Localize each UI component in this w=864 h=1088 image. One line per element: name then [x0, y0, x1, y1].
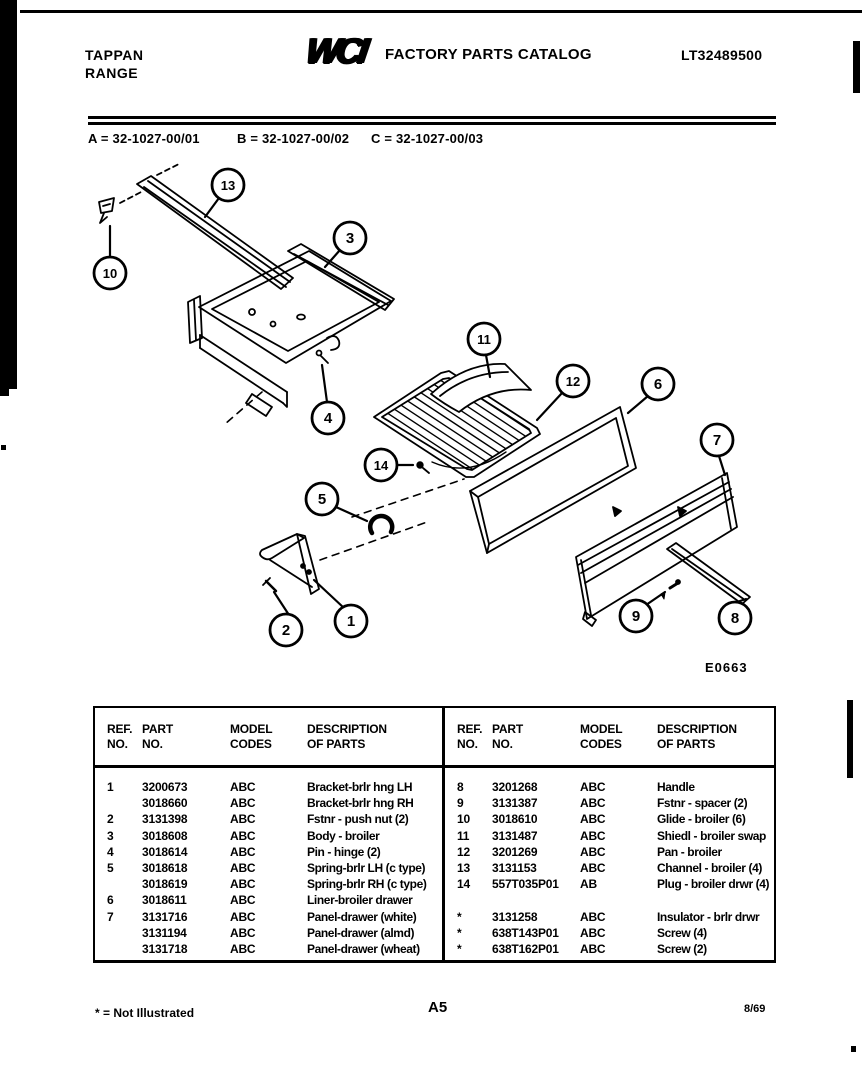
svg-text:10: 10: [102, 266, 118, 281]
desc-cell: Liner-broiler drawer: [307, 893, 413, 908]
part-cell: 3131194: [142, 925, 187, 940]
ref-cell: 13: [457, 860, 470, 875]
part-screw-hinge: [99, 191, 143, 223]
part-handle: [667, 543, 750, 604]
callout-2: [270, 592, 302, 646]
desc-cell: Plug - broiler drwr (4): [657, 877, 770, 892]
table-row: [445, 861, 792, 877]
codes-cell: ABC: [230, 860, 256, 875]
table-row: [95, 861, 442, 877]
desc-cell: Fstnr - push nut (2): [307, 812, 409, 827]
desc-cell: Insulator - brlr drwr: [657, 909, 760, 924]
table-row: [445, 942, 792, 958]
part-cell: 3131718: [142, 941, 188, 956]
svg-text:4: 4: [323, 410, 333, 427]
part-cell: 3200673: [142, 780, 188, 794]
model-code-a: A = 32-1027-00/01: [88, 131, 200, 146]
ref-cell: 8: [457, 780, 464, 794]
desc-cell: Fstnr - spacer (2): [657, 796, 748, 811]
part-cell: 3201268: [492, 780, 538, 794]
desc-cell: Handle: [657, 780, 695, 794]
callout-10: [94, 226, 126, 289]
table-row: [445, 796, 792, 812]
part-cell: 638T143P01: [492, 925, 559, 940]
table-row: [95, 893, 442, 909]
doc-number: LT32489500: [681, 47, 763, 63]
part-cell: 3018619: [142, 877, 188, 892]
svg-text:8: 8: [730, 610, 740, 627]
model-code-b: B = 32-1027-00/02: [237, 131, 350, 146]
callout-4: [312, 365, 344, 434]
part-cell: 3018614: [142, 844, 188, 859]
ref-cell: 11: [457, 828, 470, 843]
col-header-desc: DESCRIPTION OF PARTS: [657, 722, 737, 751]
callout-8: [719, 599, 751, 634]
codes-cell: ABC: [580, 796, 606, 811]
scan-edge-top: [20, 10, 862, 13]
brand-block: [85, 46, 143, 82]
ref-cell: 3: [107, 828, 114, 843]
codes-cell: ABC: [580, 925, 606, 940]
ref-cell: *: [457, 925, 462, 940]
svg-text:12: 12: [565, 374, 581, 389]
callout-13: [205, 169, 244, 217]
desc-cell: Spring-brlr RH (c type): [307, 877, 427, 892]
svg-text:2: 2: [281, 622, 291, 639]
desc-cell: Channel - broiler (4): [657, 860, 762, 875]
table-row: [445, 877, 792, 893]
table-row: [95, 845, 442, 861]
table-row: [445, 845, 792, 861]
table-row: [445, 910, 792, 926]
codes-cell: ABC: [230, 844, 256, 859]
table-row: [95, 796, 442, 812]
figure-code: E0663: [705, 660, 748, 675]
table-row: [445, 780, 792, 796]
table-row: [95, 812, 442, 828]
brand-line2: RANGE: [85, 65, 139, 81]
callout-12: [537, 365, 589, 420]
desc-cell: Bracket-brlr hng LH: [307, 780, 413, 794]
col-header-desc: DESCRIPTION OF PARTS: [307, 722, 387, 751]
part-spacer: [661, 580, 680, 599]
part-plug: [417, 462, 429, 473]
part-cell: 3201269: [492, 844, 538, 859]
part-screw-bracket: [263, 578, 276, 591]
codes-cell: ABC: [580, 941, 606, 956]
callout-3: [325, 222, 366, 267]
ref-cell: 2: [107, 812, 114, 827]
col-header-ref: REF. NO.: [107, 722, 133, 751]
codes-cell: ABC: [230, 828, 256, 843]
callout-9: [620, 592, 665, 632]
part-cell: 3131398: [142, 812, 188, 827]
scan-mark: [853, 41, 860, 93]
table-row: [445, 926, 792, 942]
part-cell: 3131153: [492, 860, 537, 875]
ref-cell: *: [457, 909, 462, 924]
ref-cell: 1: [107, 780, 114, 794]
parts-table: [93, 706, 776, 963]
table-rows-left: [95, 780, 442, 958]
part-cell: 3131487: [492, 828, 538, 843]
codes-cell: ABC: [230, 812, 256, 827]
table-row: [95, 910, 442, 926]
part-spring: [370, 516, 392, 533]
svg-text:1: 1: [346, 613, 356, 630]
part-cell: 3018611: [142, 893, 187, 908]
table-row: [95, 877, 442, 893]
codes-cell: ABC: [230, 877, 256, 892]
scan-mark: [851, 1046, 856, 1052]
desc-cell: Panel-drawer (almd): [307, 925, 415, 940]
desc-cell: Pin - hinge (2): [307, 844, 381, 859]
callout-6: [628, 368, 674, 413]
scan-mark: [847, 700, 853, 778]
table-row: [445, 829, 792, 845]
table-right-half: [445, 708, 792, 960]
exploded-diagram: [0, 155, 864, 700]
codes-cell: ABC: [230, 893, 256, 908]
codes-cell: ABC: [580, 780, 606, 794]
desc-cell: Bracket-brlr hng RH: [307, 796, 414, 811]
table-row: [95, 829, 442, 845]
desc-cell: Spring-brlr LH (c type): [307, 860, 426, 875]
desc-cell: Glide - broiler (6): [657, 812, 746, 827]
table-rows-right: [445, 780, 792, 958]
svg-text:7: 7: [712, 432, 722, 449]
svg-text:13: 13: [220, 178, 236, 193]
table-row: [445, 893, 792, 909]
part-body-broiler: [188, 244, 394, 416]
col-header-model: MODEL CODES: [230, 722, 273, 751]
callout-14: [365, 449, 413, 481]
table-row: [445, 812, 792, 828]
codes-cell: ABC: [230, 796, 256, 811]
codes-cell: ABC: [230, 780, 256, 794]
part-cell: 3018610: [492, 812, 538, 827]
part-cell: 3018660: [142, 796, 188, 811]
svg-text:5: 5: [317, 491, 327, 508]
codes-cell: AB: [580, 877, 597, 892]
desc-cell: Panel-drawer (white): [307, 909, 417, 924]
svg-text:11: 11: [477, 332, 491, 347]
svg-text:3: 3: [345, 230, 355, 247]
part-cell: 638T162P01: [492, 941, 559, 956]
part-cell: 3131716: [142, 909, 188, 924]
table-left-half: [95, 708, 442, 960]
part-cell: 3018608: [142, 828, 188, 843]
codes-cell: ABC: [580, 844, 606, 859]
ref-cell: 7: [107, 909, 114, 924]
ref-cell: 5: [107, 860, 114, 875]
table-row: [95, 926, 442, 942]
codes-cell: ABC: [580, 828, 606, 843]
ref-cell: 12: [457, 844, 470, 859]
ref-cell: 4: [107, 844, 114, 859]
desc-cell: Shiedl - broiler swap: [657, 828, 766, 843]
callout-7: [701, 424, 733, 475]
desc-cell: Screw (4): [657, 925, 707, 940]
table-row: [95, 942, 442, 958]
not-illustrated-note: * = Not Illustrated: [95, 1006, 195, 1020]
part-panel-drawer: [576, 473, 740, 627]
col-header-ref: REF. NO.: [457, 722, 483, 751]
svg-text:9: 9: [631, 608, 641, 625]
header-rule-bottom: [88, 122, 776, 125]
codes-cell: ABC: [580, 860, 606, 875]
part-cell: 3131258: [492, 909, 538, 924]
catalog-title: FACTORY PARTS CATALOG: [385, 46, 592, 63]
ref-cell: 9: [457, 796, 464, 811]
codes-cell: ABC: [580, 909, 606, 924]
ref-cell: *: [457, 941, 462, 956]
brand-line1: TAPPAN: [85, 47, 144, 63]
part-cell: 3018618: [142, 860, 188, 875]
header-rule-top: [88, 116, 776, 119]
desc-cell: Body - broiler: [307, 828, 380, 843]
codes-cell: ABC: [230, 909, 256, 924]
svg-text:6: 6: [653, 376, 663, 393]
codes-cell: ABC: [230, 941, 256, 956]
svg-text:14: 14: [373, 458, 389, 473]
codes-cell: ABC: [230, 925, 256, 940]
ref-cell: 10: [457, 812, 470, 827]
col-header-part: PART NO.: [492, 722, 523, 751]
ref-cell: 6: [107, 893, 114, 908]
part-liner-drawer: [470, 407, 636, 553]
codes-cell: ABC: [580, 812, 606, 827]
col-header-part: PART NO.: [142, 722, 173, 751]
part-cell: 3131387: [492, 796, 538, 811]
date-code: 8/69: [744, 1003, 766, 1015]
desc-cell: Screw (2): [657, 941, 707, 956]
model-code-c: C = 32-1027-00/03: [371, 131, 484, 146]
ref-cell: 14: [457, 877, 470, 892]
page-code: A5: [428, 999, 448, 1016]
desc-cell: Pan - broiler: [657, 844, 722, 859]
col-header-model: MODEL CODES: [580, 722, 623, 751]
desc-cell: Panel-drawer (wheat): [307, 941, 420, 956]
callout-1: [314, 580, 367, 637]
part-cell: 557T035P01: [492, 877, 559, 892]
wci-logo: WCI: [303, 30, 367, 71]
table-row: [95, 780, 442, 796]
